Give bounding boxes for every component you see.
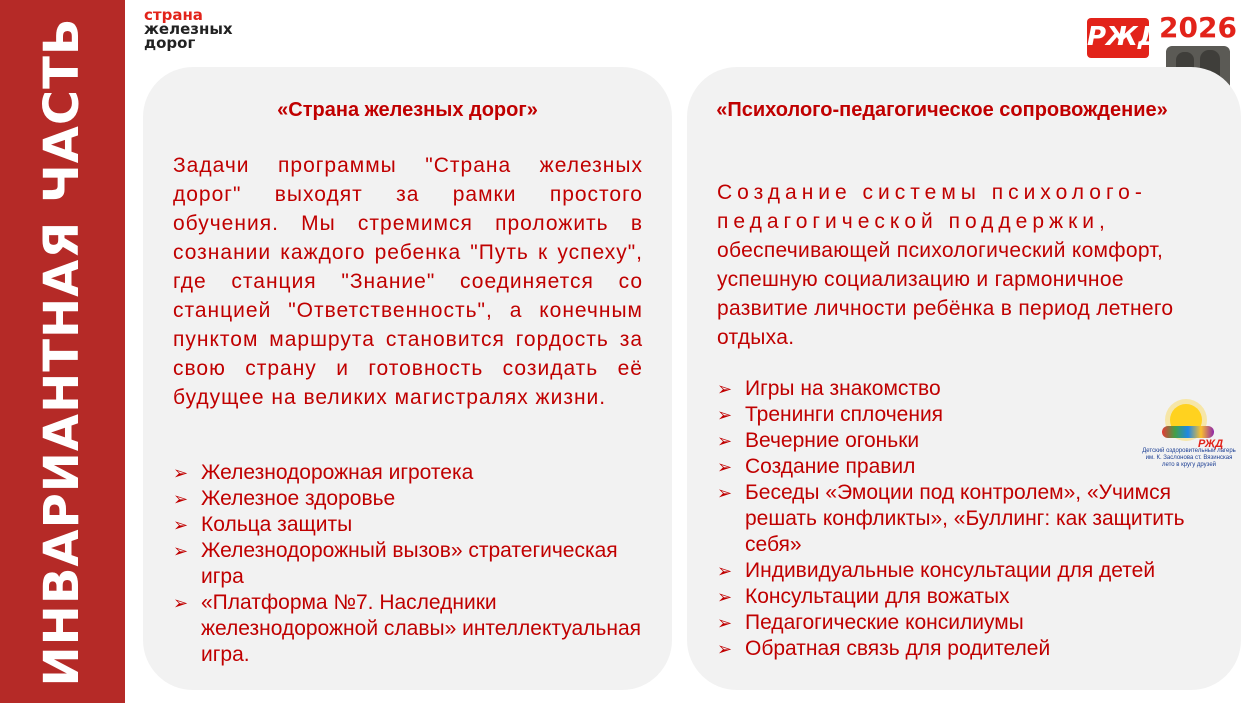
children-icon: [1162, 426, 1214, 438]
list-item: [717, 584, 1217, 610]
list-item-text: «Платформа №7. Наследники железнодорожной славы» интеллектуальная игра.: [201, 591, 642, 666]
list-item-text: Индивидуальные консультации для детей: [745, 559, 1156, 582]
list-item: [717, 376, 1217, 402]
list-item: [173, 486, 653, 512]
left-card-title: «Страна железных дорог»: [277, 99, 538, 121]
list-item-text: Железнодорожный вызов» стратегическая игра: [201, 539, 618, 588]
list-item-text: Педагогические консилиумы: [745, 611, 1024, 634]
arrow-bullet-icon: ➢: [717, 431, 733, 451]
list-item: [173, 538, 653, 590]
brand-line-1: страна: [144, 6, 203, 24]
arrow-bullet-icon: ➢: [717, 639, 733, 659]
year-emblem-number: [1158, 11, 1238, 44]
list-item: [717, 610, 1217, 636]
brand-line-2: железных: [144, 20, 233, 38]
camp-caption-line: лето в кругу друзей: [1161, 462, 1217, 468]
arrow-bullet-icon: ➢: [717, 561, 733, 581]
side-title: ИНВАРИАНТНАЯ ЧАСТЬ: [34, 17, 90, 687]
list-item: [173, 590, 653, 668]
camp-logo: [1140, 402, 1238, 474]
list-item: [717, 480, 1217, 558]
left-card-list: [173, 460, 653, 668]
left-card: [143, 67, 672, 690]
arrow-bullet-icon: ➢: [173, 489, 189, 509]
list-item: [173, 512, 653, 538]
arrow-bullet-icon: ➢: [717, 587, 733, 607]
list-item-text: Консультации для вожатых: [745, 585, 1010, 608]
camp-rzd-mark: РЖД: [1198, 438, 1224, 450]
list-item-text: Игры на знакомство: [745, 377, 941, 400]
camp-caption-line: Детский оздоровительный лагерь: [1142, 448, 1236, 454]
arrow-bullet-icon: ➢: [717, 457, 733, 477]
list-item: [173, 460, 653, 486]
right-card-paragraph: [717, 178, 1211, 352]
list-item-text: Беседы «Эмоции под контролем», «Учимся решать конфликты», «Буллинг: как защитить себя»: [745, 481, 1185, 556]
side-band: [0, 0, 125, 703]
arrow-bullet-icon: ➢: [173, 515, 189, 535]
arrow-bullet-icon: ➢: [173, 593, 189, 613]
list-item: [717, 636, 1217, 662]
arrow-bullet-icon: ➢: [173, 541, 189, 561]
right-card-title: «Психолого-педагогическое сопровождение»: [716, 99, 1168, 121]
left-card-paragraph: Задачи программы "Страна железных дорог" выходят за рамки простого обучения. Мы стремимся проложить в сознании каждого ребенка "Путь к успеху", где станция "Знание" соединяется со станцией "Ответственность", а конечным пунктом маршрута становится гордость за свою страну и готовность созидать её будущее на великих магистралях жизни.: [173, 154, 643, 409]
list-item-text: Кольца защиты: [201, 513, 353, 536]
rzd-logo: РЖД: [1087, 18, 1149, 58]
list-item-text: Железное здоровье: [201, 487, 396, 510]
list-item-text: Железнодорожная игротека: [201, 461, 474, 484]
list-item-text: Обратная связь для родителей: [745, 637, 1051, 660]
arrow-bullet-icon: ➢: [717, 379, 733, 399]
year-digits: 2026: [1159, 11, 1237, 44]
arrow-bullet-icon: ➢: [173, 463, 189, 483]
arrow-bullet-icon: ➢: [717, 483, 733, 503]
brand-line-3: дорог: [144, 34, 196, 52]
right-card: [687, 67, 1241, 690]
list-item-text: Тренинги сплочения: [745, 403, 944, 426]
arrow-bullet-icon: ➢: [717, 613, 733, 633]
list-item-text: Вечерние огоньки: [745, 429, 920, 452]
camp-caption: [1140, 448, 1238, 469]
camp-caption-line: им. К. Заслонова ст. Вязинская: [1145, 455, 1233, 461]
list-item-text: Создание правил: [745, 455, 916, 478]
brand-logo: [144, 8, 233, 50]
list-item: [717, 558, 1217, 584]
right-card-paragraph-spaced: Создание системы психолого-педагогической поддержки,: [717, 181, 1147, 233]
arrow-bullet-icon: ➢: [717, 405, 733, 425]
right-card-paragraph-rest: обеспечивающей психологический комфорт, успешную социализацию и гармоничное развитие личности ребёнка в период летнего отдыха.: [717, 239, 1174, 349]
